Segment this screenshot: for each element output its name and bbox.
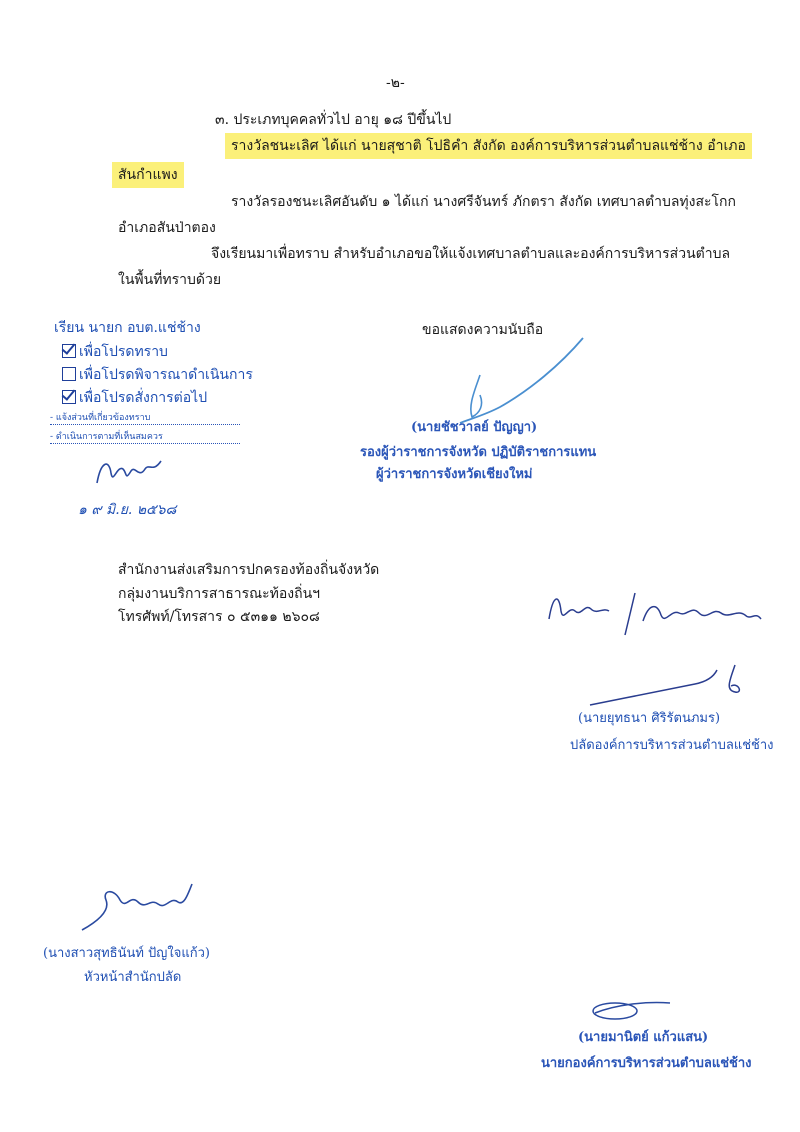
chief-name: (นายมานิตย์ แก้วแสน) [578,1030,709,1045]
stamp-note-2: - ดำเนินการตามที่เห็นสมควร [50,429,240,444]
chief-signature-icon [585,995,675,1025]
office-line-1: สำนักงานส่งเสริมการปกครองท้องถิ่นจังหวัด [118,562,380,578]
office-line-2: กลุ่มงานบริการสาธารณะท้องถิ่นฯ [118,586,321,602]
closing-line-2: ในพื้นที่ทราบด้วย [118,272,222,288]
main-signer-title-2: ผู้ว่าราชการจังหวัดเชียงใหม่ [376,467,533,482]
initials-signature-icon [95,455,165,490]
runner-line-2: อำเภอสันป่าตอง [118,220,216,236]
closing-line-1: จึงเรียนมาเพื่อทราบ สำหรับอำเภอขอให้แจ้งเทศบาลตำบลและองค์การบริหารส่วนตำบล [211,246,731,262]
deputy-title: ปลัดองค์การบริหารส่วนตำบลแช่ช้าง [570,738,774,753]
stamp-note-1: - แจ้งส่วนที่เกี่ยวข้องทราบ [50,410,240,425]
checkbox-empty-icon [62,367,76,381]
regards: ขอแสดงความนับถือ [422,322,544,338]
checkbox-checked-icon [62,344,76,358]
section-head-title: หัวหน้าสำนักปลัด [84,970,182,985]
stamp-option-1: เพื่อโปรดทราบ [62,341,168,363]
item3-heading: ๓. ประเภทบุคคลทั่วไป อายุ ๑๘ ปีขึ้นไป [215,112,452,128]
winner-line-1: รางวัลชนะเลิศ ได้แก่ นายสุชาติ โปธิคำ สังกัด องค์การบริหารส่วนตำบลแช่ช้าง อำเภอ [225,133,752,159]
section-head-name: (นางสาวสุทธินันท์ ปัญใจแก้ว) [43,946,210,961]
stamp-to: เรียน นายก อบต.แช่ช้าง [54,320,201,336]
stamp-date: ๑ ๙ มิ.ย. ๒๕๖๘ [78,502,177,518]
main-signer-title-1: รองผู้ว่าราชการจังหวัด ปฏิบัติราชการแทน [360,445,597,460]
deputy-signature-icon [585,660,745,710]
stamp-option-3: เพื่อโปรดสั่งการต่อไป [62,387,207,409]
office-line-3: โทรศัพท์/โทรสาร ๐ ๕๓๑๑ ๒๖๐๘ [118,609,320,625]
stamp-option-2: เพื่อโปรดพิจารณาดำเนินการ [62,364,253,386]
winner-line-2: สันกำแพง [112,162,184,188]
section-head-signature-icon [80,880,200,935]
page-number: -๒- [386,75,405,91]
checkbox-checked-icon [62,390,76,404]
main-signer-name: (นายชัชวาลย์ ปัญญา) [411,420,538,435]
runner-line-1: รางวัลรองชนะเลิศอันดับ ๑ ได้แก่ นางศรีจันทร์ ภักตรา สังกัด เทศบาลตำบลทุ่งสะโกก [231,194,737,210]
handwritten-note-icon [545,585,770,640]
chief-title: นายกองค์การบริหารส่วนตำบลแช่ช้าง [541,1056,752,1071]
deputy-name: (นายยุทธนา ศิริรัตนภมร) [578,711,721,726]
